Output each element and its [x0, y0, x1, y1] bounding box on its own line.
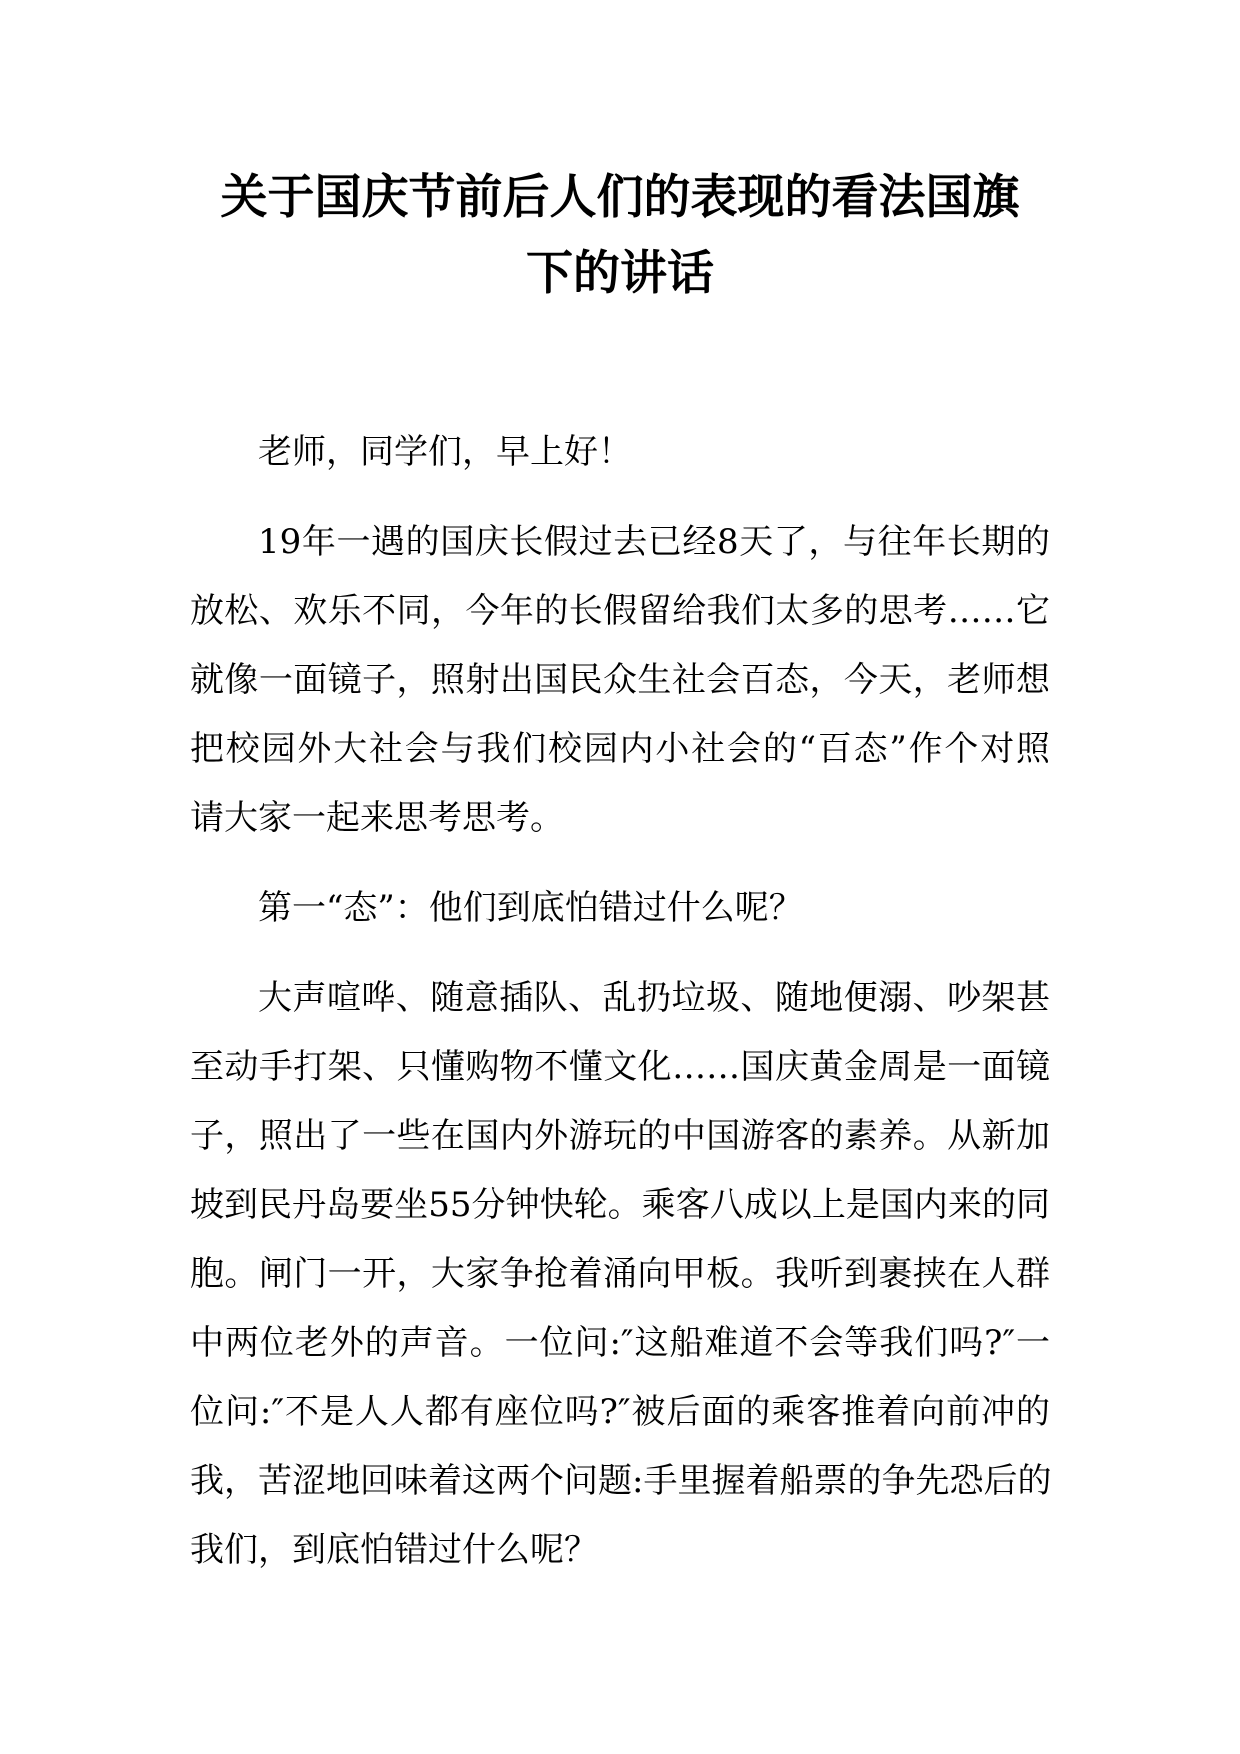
paragraph-line: 把校园外大社会与我们校园内小社会的“百态”作个对照: [190, 729, 1050, 769]
paragraph-greeting: [190, 418, 1050, 487]
document-body: [190, 418, 1050, 1606]
paragraph-line: 就像一面镜子，照射出国民众生社会百态，今天，老师想: [190, 660, 1050, 700]
title-line-2: 下的讲话: [526, 246, 714, 301]
paragraph-line: 子，照出了一些在国内外游玩的中国游客的素养。从新加: [190, 1116, 1050, 1156]
paragraph-line: 我，苦涩地回味着这两个问题:手里握着船票的争先恐后的: [190, 1461, 1052, 1501]
paragraph-line: 请大家一起来思考思考。: [190, 798, 564, 838]
paragraph-heading-first: [190, 874, 1050, 943]
paragraph-line: 我们，到底怕错过什么呢？: [190, 1530, 598, 1570]
paragraph-line: 老师，同学们，早上好！: [258, 432, 632, 472]
paragraph-line: 至动手打架、只懂购物不懂文化……国庆黄金周是一面镜: [190, 1047, 1050, 1087]
paragraph-line: 位问:″不是人人都有座位吗?″被后面的乘客推着向前冲的: [190, 1392, 1050, 1432]
paragraph-line: 放松、欢乐不同，今年的长假留给我们太多的思考……它: [190, 591, 1050, 631]
paragraph-intro: [190, 508, 1050, 853]
paragraph-line: 中两位老外的声音。一位问:″这船难道不会等我们吗?″一: [190, 1323, 1050, 1363]
document-title: [180, 160, 1060, 312]
paragraph-line: 坡到民丹岛要坐55分钟快轮。乘客八成以上是国内来的同: [190, 1185, 1050, 1225]
title-line-1: 关于国庆节前后人们的表现的看法国旗: [220, 170, 1020, 225]
paragraph-line: 第一“态”：他们到底怕错过什么呢？: [258, 888, 803, 928]
paragraph-line: 19年一遇的国庆长假过去已经8天了，与往年长期的: [258, 522, 1050, 562]
paragraph-line: 大声喧哗、随意插队、乱扔垃圾、随地便溺、吵架甚: [258, 978, 1050, 1018]
paragraph-line: 胞。闸门一开，大家争抢着涌向甲板。我听到裹挟在人群: [190, 1254, 1050, 1294]
paragraph-story: [190, 964, 1050, 1585]
